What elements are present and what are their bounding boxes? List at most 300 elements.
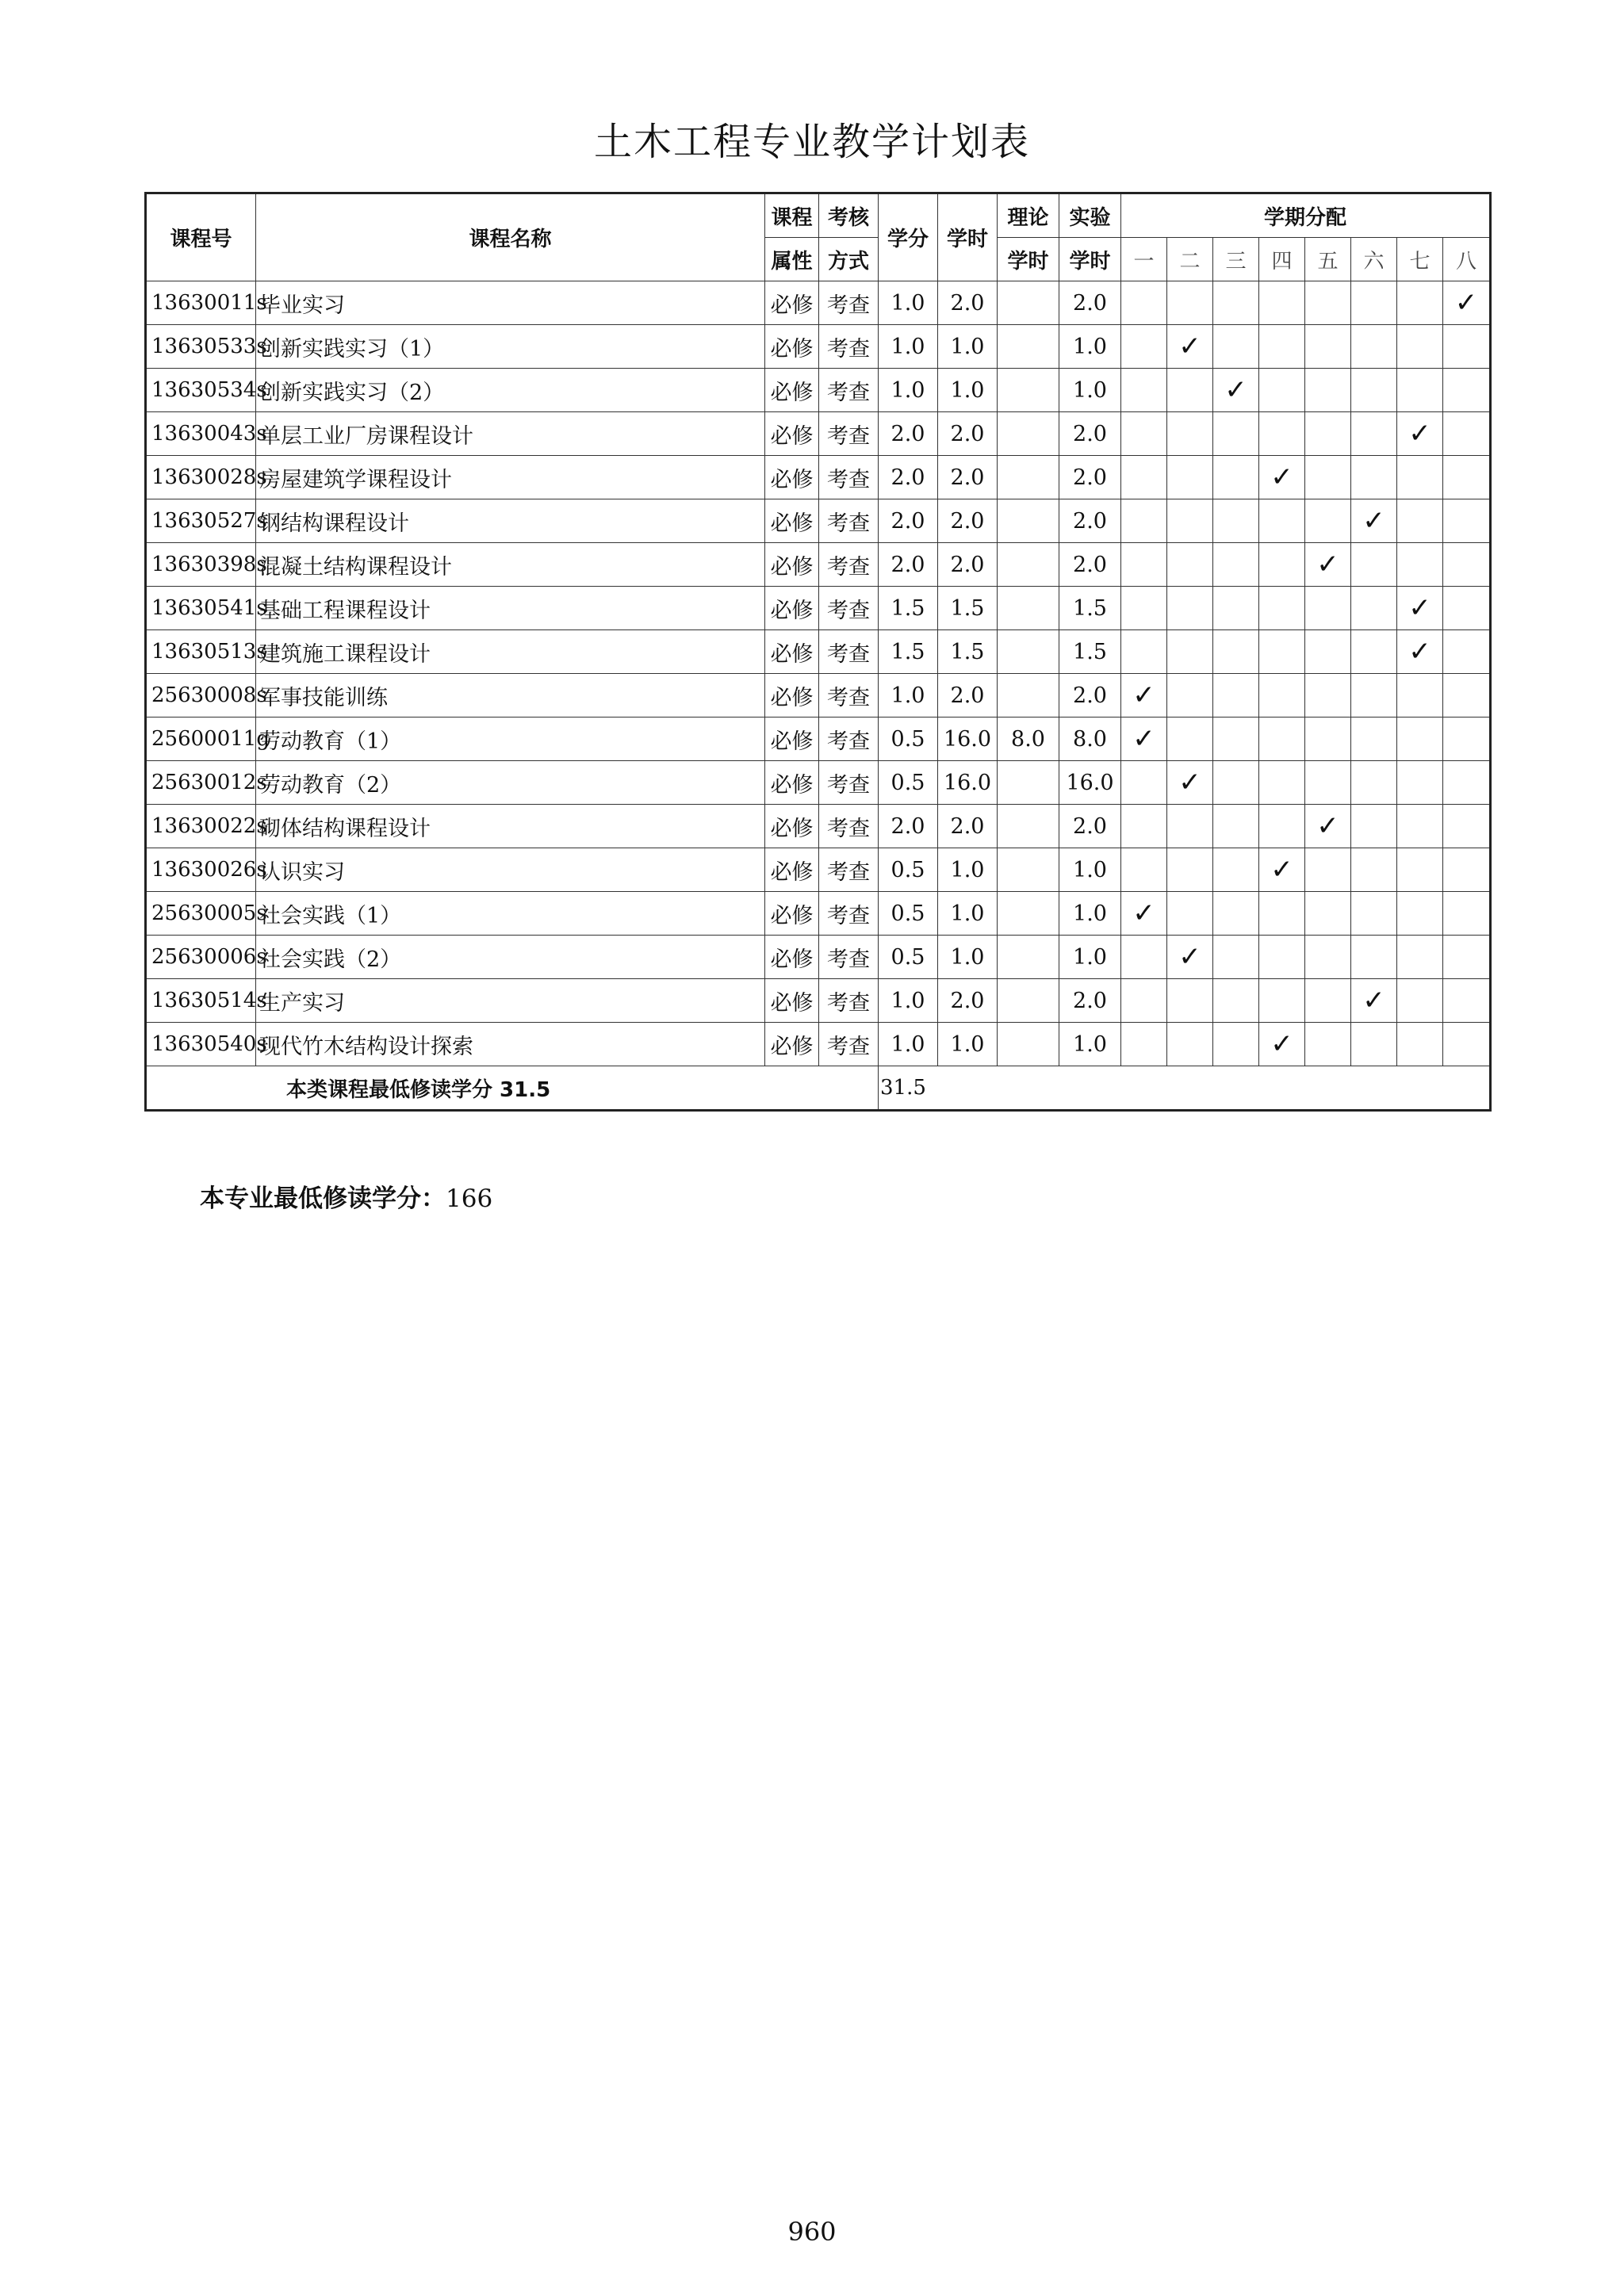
semester-5-cell: [1305, 499, 1351, 543]
semester-4-cell: [1259, 412, 1305, 456]
semester-1-cell: [1121, 412, 1167, 456]
semester-6-cell: [1351, 325, 1397, 369]
semester-8-cell: [1443, 1023, 1491, 1066]
course-code-cell: 13630513s: [146, 630, 256, 674]
course-name-cell: 创新实践实习（2）: [256, 369, 765, 412]
header-lab-bottom: 学时: [1059, 238, 1121, 281]
semester-5-cell: [1305, 543, 1351, 587]
semester-5-cell: [1305, 805, 1351, 848]
exam-method-cell: 考查: [819, 936, 879, 979]
theory-hours-cell: [998, 805, 1059, 848]
theory-hours-cell: [998, 369, 1059, 412]
semester-1-cell: [1121, 979, 1167, 1023]
summary-label: 本类课程最低修读学分 31.5: [146, 1066, 879, 1111]
table-row: [146, 1023, 1491, 1066]
credits-cell: 2.0: [879, 805, 938, 848]
lab-hours-cell: 1.5: [1059, 587, 1121, 630]
course-code-cell: 13630398s: [146, 543, 256, 587]
header-course-code: 课程号: [146, 193, 256, 281]
semester-6-cell: [1351, 369, 1397, 412]
table-row: [146, 718, 1491, 761]
semester-7-cell: [1397, 1023, 1443, 1066]
semester-6-cell: [1351, 805, 1397, 848]
semester-7-cell: [1397, 979, 1443, 1023]
header-semester-2: 二: [1167, 238, 1213, 281]
table-row: [146, 369, 1491, 412]
semester-2-cell: [1167, 369, 1213, 412]
table-row: [146, 805, 1491, 848]
semester-3-cell: [1213, 369, 1259, 412]
semester-2-cell: [1167, 674, 1213, 718]
semester-1-cell: [1121, 936, 1167, 979]
lab-hours-cell: 2.0: [1059, 456, 1121, 499]
semester-7-cell: [1397, 325, 1443, 369]
course-attr-cell: 必修: [765, 848, 819, 892]
credits-cell: 0.5: [879, 936, 938, 979]
semester-5-cell: [1305, 848, 1351, 892]
header-semester-4: 四: [1259, 238, 1305, 281]
course-attr-cell: 必修: [765, 587, 819, 630]
lab-hours-cell: 1.0: [1059, 325, 1121, 369]
course-attr-cell: 必修: [765, 979, 819, 1023]
theory-hours-cell: [998, 325, 1059, 369]
table-row: [146, 630, 1491, 674]
semester-5-cell: [1305, 325, 1351, 369]
exam-method-cell: 考查: [819, 848, 879, 892]
semester-4-cell: [1259, 718, 1305, 761]
exam-method-cell: 考查: [819, 630, 879, 674]
checkmark-icon: ✓: [1270, 854, 1293, 886]
semester-8-cell: [1443, 718, 1491, 761]
semester-2-cell: [1167, 456, 1213, 499]
exam-method-cell: 考查: [819, 369, 879, 412]
semester-1-cell: [1121, 761, 1167, 805]
course-attr-cell: 必修: [765, 456, 819, 499]
lab-hours-cell: 2.0: [1059, 281, 1121, 325]
semester-3-cell: [1213, 325, 1259, 369]
page-number: 960: [787, 2217, 837, 2247]
header-semester-6: 六: [1351, 238, 1397, 281]
semester-1-cell: [1121, 499, 1167, 543]
course-code-cell: 25600011g: [146, 718, 256, 761]
semester-2-cell: [1167, 718, 1213, 761]
semester-4-cell: [1259, 805, 1305, 848]
credits-cell: 0.5: [879, 761, 938, 805]
semester-5-cell: [1305, 1023, 1351, 1066]
exam-method-cell: 考查: [819, 281, 879, 325]
semester-6-cell: [1351, 718, 1397, 761]
semester-3-cell: [1213, 718, 1259, 761]
hours-cell: 2.0: [938, 281, 998, 325]
semester-5-cell: [1305, 630, 1351, 674]
minimum-credits-value: 166: [446, 1184, 493, 1213]
theory-hours-cell: [998, 630, 1059, 674]
semester-7-cell: [1397, 674, 1443, 718]
semester-1-cell: [1121, 892, 1167, 936]
semester-8-cell: [1443, 499, 1491, 543]
checkmark-icon: ✓: [1454, 287, 1478, 319]
credits-cell: 1.0: [879, 281, 938, 325]
table-row: [146, 979, 1491, 1023]
semester-3-cell: [1213, 674, 1259, 718]
lab-hours-cell: 1.0: [1059, 1023, 1121, 1066]
checkmark-icon: ✓: [1132, 723, 1155, 755]
lab-hours-cell: 1.0: [1059, 936, 1121, 979]
course-name-cell: 劳动教育（1）: [256, 718, 765, 761]
semester-7-cell: [1397, 892, 1443, 936]
course-name-cell: 现代竹木结构设计探索: [256, 1023, 765, 1066]
course-attr-cell: 必修: [765, 936, 819, 979]
semester-8-cell: [1443, 369, 1491, 412]
semester-6-cell: [1351, 1023, 1397, 1066]
semester-6-cell: [1351, 281, 1397, 325]
course-attr-cell: 必修: [765, 1023, 819, 1066]
hours-cell: 2.0: [938, 543, 998, 587]
course-attr-cell: 必修: [765, 325, 819, 369]
semester-6-cell: [1351, 499, 1397, 543]
lab-hours-cell: 1.0: [1059, 892, 1121, 936]
semester-7-cell: [1397, 281, 1443, 325]
semester-4-cell: [1259, 979, 1305, 1023]
page-title: 土木工程专业教学计划表: [593, 120, 1030, 164]
credits-cell: 1.5: [879, 630, 938, 674]
exam-method-cell: 考查: [819, 979, 879, 1023]
semester-1-cell: [1121, 718, 1167, 761]
checkmark-icon: ✓: [1408, 636, 1431, 668]
lab-hours-cell: 16.0: [1059, 761, 1121, 805]
credits-cell: 2.0: [879, 456, 938, 499]
course-code-cell: 25630012s: [146, 761, 256, 805]
checkmark-icon: ✓: [1178, 331, 1201, 362]
credits-cell: 1.5: [879, 587, 938, 630]
lab-hours-cell: 1.0: [1059, 848, 1121, 892]
course-attr-cell: 必修: [765, 805, 819, 848]
course-code-cell: 25630005s: [146, 892, 256, 936]
semester-3-cell: [1213, 936, 1259, 979]
course-attr-cell: 必修: [765, 499, 819, 543]
header-course-name: 课程名称: [256, 193, 765, 281]
semester-8-cell: [1443, 587, 1491, 630]
hours-cell: 1.5: [938, 630, 998, 674]
semester-1-cell: [1121, 587, 1167, 630]
semester-8-cell: [1443, 761, 1491, 805]
semester-2-cell: [1167, 412, 1213, 456]
semester-4-cell: [1259, 761, 1305, 805]
credits-cell: 2.0: [879, 412, 938, 456]
credits-cell: 0.5: [879, 848, 938, 892]
semester-7-cell: [1397, 412, 1443, 456]
lab-hours-cell: 2.0: [1059, 412, 1121, 456]
checkmark-icon: ✓: [1316, 810, 1339, 842]
exam-method-cell: 考查: [819, 543, 879, 587]
hours-cell: 1.0: [938, 936, 998, 979]
header-semester-3: 三: [1213, 238, 1259, 281]
semester-7-cell: [1397, 848, 1443, 892]
semester-5-cell: [1305, 456, 1351, 499]
semester-8-cell: [1443, 325, 1491, 369]
minimum-credits-line: [200, 1178, 492, 1214]
semester-7-cell: [1397, 456, 1443, 499]
table-row: [146, 499, 1491, 543]
semester-5-cell: [1305, 979, 1351, 1023]
credits-cell: 0.5: [879, 892, 938, 936]
theory-hours-cell: [998, 674, 1059, 718]
semester-5-cell: [1305, 412, 1351, 456]
hours-cell: 2.0: [938, 805, 998, 848]
table-row: [146, 587, 1491, 630]
course-name-cell: 创新实践实习（1）: [256, 325, 765, 369]
course-name-cell: 劳动教育（2）: [256, 761, 765, 805]
exam-method-cell: 考查: [819, 718, 879, 761]
semester-8-cell: [1443, 936, 1491, 979]
semester-6-cell: [1351, 848, 1397, 892]
semester-2-cell: [1167, 805, 1213, 848]
hours-cell: 2.0: [938, 412, 998, 456]
header-attr-top: 课程: [765, 193, 819, 238]
exam-method-cell: 考查: [819, 412, 879, 456]
checkmark-icon: ✓: [1270, 461, 1293, 493]
table-row: [146, 412, 1491, 456]
course-code-cell: 25630008s: [146, 674, 256, 718]
semester-5-cell: [1305, 587, 1351, 630]
checkmark-icon: ✓: [1270, 1028, 1293, 1060]
semester-5-cell: [1305, 674, 1351, 718]
lab-hours-cell: 8.0: [1059, 718, 1121, 761]
theory-hours-cell: [998, 587, 1059, 630]
hours-cell: 1.5: [938, 587, 998, 630]
hours-cell: 1.0: [938, 1023, 998, 1066]
semester-8-cell: [1443, 979, 1491, 1023]
semester-1-cell: [1121, 456, 1167, 499]
semester-3-cell: [1213, 587, 1259, 630]
exam-method-cell: 考查: [819, 892, 879, 936]
credits-cell: 1.0: [879, 979, 938, 1023]
header-semester-5: 五: [1305, 238, 1351, 281]
credits-cell: 0.5: [879, 718, 938, 761]
checkmark-icon: ✓: [1132, 897, 1155, 929]
table-row: [146, 761, 1491, 805]
course-attr-cell: 必修: [765, 412, 819, 456]
course-name-cell: 认识实习: [256, 848, 765, 892]
semester-7-cell: [1397, 718, 1443, 761]
semester-4-cell: [1259, 325, 1305, 369]
course-code-cell: 13630541s: [146, 587, 256, 630]
course-code-cell: 25630006s: [146, 936, 256, 979]
theory-hours-cell: [998, 543, 1059, 587]
semester-4-cell: [1259, 674, 1305, 718]
lab-hours-cell: 2.0: [1059, 499, 1121, 543]
semester-2-cell: [1167, 499, 1213, 543]
semester-2-cell: [1167, 848, 1213, 892]
semester-3-cell: [1213, 630, 1259, 674]
minimum-credits-label: 本专业最低修读学分：: [200, 1184, 446, 1213]
semester-3-cell: [1213, 281, 1259, 325]
semester-1-cell: [1121, 369, 1167, 412]
course-name-cell: 社会实践（1）: [256, 892, 765, 936]
course-name-cell: 社会实践（2）: [256, 936, 765, 979]
header-attr-bottom: 属性: [765, 238, 819, 281]
semester-8-cell: [1443, 848, 1491, 892]
theory-hours-cell: [998, 848, 1059, 892]
hours-cell: 1.0: [938, 325, 998, 369]
checkmark-icon: ✓: [1362, 505, 1385, 537]
course-name-cell: 房屋建筑学课程设计: [256, 456, 765, 499]
table-row: [146, 456, 1491, 499]
exam-method-cell: 考查: [819, 1023, 879, 1066]
semester-2-cell: [1167, 281, 1213, 325]
semester-6-cell: [1351, 892, 1397, 936]
semester-4-cell: [1259, 630, 1305, 674]
course-name-cell: 混凝土结构课程设计: [256, 543, 765, 587]
course-attr-cell: 必修: [765, 718, 819, 761]
semester-7-cell: [1397, 543, 1443, 587]
course-code-cell: 13630534s: [146, 369, 256, 412]
hours-cell: 16.0: [938, 761, 998, 805]
course-code-cell: 13630533s: [146, 325, 256, 369]
credits-cell: 1.0: [879, 674, 938, 718]
course-code-cell: 13630011s: [146, 281, 256, 325]
checkmark-icon: ✓: [1408, 592, 1431, 624]
semester-4-cell: [1259, 892, 1305, 936]
credits-cell: 1.0: [879, 1023, 938, 1066]
theory-hours-cell: [998, 281, 1059, 325]
semester-6-cell: [1351, 761, 1397, 805]
table-row: [146, 281, 1491, 325]
header-lab-top: 实验: [1059, 193, 1121, 238]
table-row: [146, 674, 1491, 718]
course-name-cell: 砌体结构课程设计: [256, 805, 765, 848]
header-exam-top: 考核: [819, 193, 879, 238]
course-attr-cell: 必修: [765, 892, 819, 936]
semester-3-cell: [1213, 892, 1259, 936]
hours-cell: 2.0: [938, 456, 998, 499]
semester-3-cell: [1213, 761, 1259, 805]
header-theory-top: 理论: [998, 193, 1059, 238]
semester-5-cell: [1305, 761, 1351, 805]
semester-2-cell: [1167, 543, 1213, 587]
semester-6-cell: [1351, 587, 1397, 630]
hours-cell: 1.0: [938, 369, 998, 412]
hours-cell: 16.0: [938, 718, 998, 761]
semester-6-cell: [1351, 674, 1397, 718]
course-code-cell: 13630043s: [146, 412, 256, 456]
course-code-cell: 13630022s: [146, 805, 256, 848]
theory-hours-cell: [998, 456, 1059, 499]
semester-1-cell: [1121, 543, 1167, 587]
semester-2-cell: [1167, 892, 1213, 936]
semester-1-cell: [1121, 630, 1167, 674]
checkmark-icon: ✓: [1178, 767, 1201, 798]
header-semesters: 学期分配: [1121, 193, 1491, 238]
lab-hours-cell: 1.0: [1059, 369, 1121, 412]
exam-method-cell: 考查: [819, 805, 879, 848]
semester-4-cell: [1259, 456, 1305, 499]
checkmark-icon: ✓: [1408, 418, 1431, 450]
semester-7-cell: [1397, 499, 1443, 543]
credits-cell: 1.0: [879, 325, 938, 369]
hours-cell: 2.0: [938, 979, 998, 1023]
course-code-cell: 13630026s: [146, 848, 256, 892]
hours-cell: 1.0: [938, 848, 998, 892]
header-credits: 学分: [879, 193, 938, 281]
semester-4-cell: [1259, 936, 1305, 979]
course-attr-cell: 必修: [765, 674, 819, 718]
exam-method-cell: 考查: [819, 325, 879, 369]
header-exam-bottom: 方式: [819, 238, 879, 281]
semester-7-cell: [1397, 936, 1443, 979]
semester-8-cell: [1443, 543, 1491, 587]
semester-4-cell: [1259, 499, 1305, 543]
course-name-cell: 钢结构课程设计: [256, 499, 765, 543]
summary-credits: 31.5: [879, 1066, 1491, 1111]
semester-1-cell: [1121, 281, 1167, 325]
semester-8-cell: [1443, 456, 1491, 499]
exam-method-cell: 考查: [819, 456, 879, 499]
semester-6-cell: [1351, 412, 1397, 456]
course-name-cell: 生产实习: [256, 979, 765, 1023]
lab-hours-cell: 2.0: [1059, 543, 1121, 587]
table-row: [146, 848, 1491, 892]
credits-cell: 2.0: [879, 543, 938, 587]
theory-hours-cell: [998, 979, 1059, 1023]
checkmark-icon: ✓: [1316, 549, 1339, 580]
checkmark-icon: ✓: [1178, 941, 1201, 973]
lab-hours-cell: 2.0: [1059, 805, 1121, 848]
semester-3-cell: [1213, 1023, 1259, 1066]
semester-8-cell: [1443, 281, 1491, 325]
header-row-top: [146, 193, 1491, 238]
semester-7-cell: [1397, 587, 1443, 630]
hours-cell: 2.0: [938, 499, 998, 543]
semester-1-cell: [1121, 325, 1167, 369]
hours-cell: 2.0: [938, 674, 998, 718]
exam-method-cell: 考查: [819, 587, 879, 630]
theory-hours-cell: 8.0: [998, 718, 1059, 761]
semester-8-cell: [1443, 630, 1491, 674]
theory-hours-cell: [998, 892, 1059, 936]
table-row: [146, 543, 1491, 587]
theory-hours-cell: [998, 412, 1059, 456]
semester-6-cell: [1351, 543, 1397, 587]
course-name-cell: 建筑施工课程设计: [256, 630, 765, 674]
semester-2-cell: [1167, 1023, 1213, 1066]
semester-4-cell: [1259, 281, 1305, 325]
semester-3-cell: [1213, 499, 1259, 543]
course-name-cell: 毕业实习: [256, 281, 765, 325]
semester-3-cell: [1213, 805, 1259, 848]
semester-7-cell: [1397, 761, 1443, 805]
semester-8-cell: [1443, 805, 1491, 848]
semester-6-cell: [1351, 630, 1397, 674]
semester-8-cell: [1443, 674, 1491, 718]
semester-4-cell: [1259, 848, 1305, 892]
semester-2-cell: [1167, 325, 1213, 369]
theory-hours-cell: [998, 761, 1059, 805]
semester-5-cell: [1305, 369, 1351, 412]
semester-7-cell: [1397, 369, 1443, 412]
semester-5-cell: [1305, 281, 1351, 325]
semester-2-cell: [1167, 630, 1213, 674]
header-semester-1: 一: [1121, 238, 1167, 281]
checkmark-icon: ✓: [1132, 679, 1155, 711]
semester-3-cell: [1213, 543, 1259, 587]
teaching-plan-table: [144, 192, 1492, 1112]
exam-method-cell: 考查: [819, 674, 879, 718]
theory-hours-cell: [998, 936, 1059, 979]
course-attr-cell: 必修: [765, 281, 819, 325]
course-attr-cell: 必修: [765, 761, 819, 805]
semester-5-cell: [1305, 892, 1351, 936]
